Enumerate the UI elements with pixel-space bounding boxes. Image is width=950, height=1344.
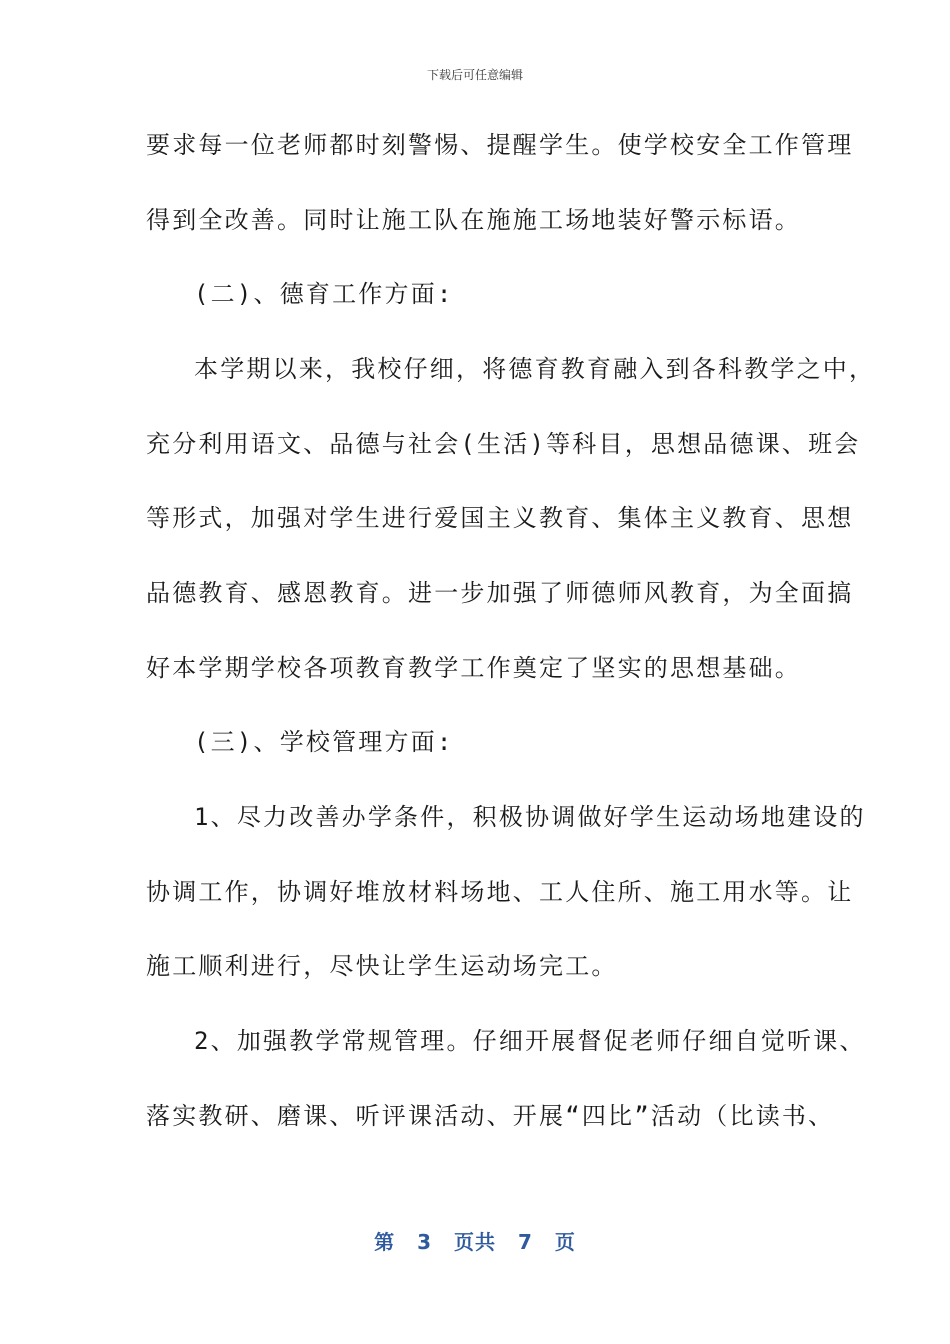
footer-label-ye-gong: 页共 [454,1230,496,1254]
text-line: 协调工作，协调好堆放材料场地、工人住所、施工用水等。让 [146,878,854,906]
text-line: 要求每一位老师都时刻警惕、提醒学生。使学校安全工作管理 [146,131,854,159]
text-line: 1、尽力改善办学条件，积极协调做好学生运动场地建设的 [194,803,866,831]
text-line: 2、加强教学常规管理。仔细开展督促老师仔细自觉听课、 [194,1027,866,1055]
text-line: 品德教育、感恩教育。进一步加强了师德师风教育，为全面搞 [146,579,854,607]
text-line: 落实教研、磨课、听评课活动、开展“四比”活动（比读书、 [146,1102,835,1130]
text-line: 得到全改善。同时让施工队在施施工场地装好警示标语。 [146,206,801,234]
header-note: 下载后可任意编辑 [426,68,523,82]
page-footer [0,1226,950,1255]
text-line: 本学期以来，我校仔细，将德育教育融入到各科教学之中， [194,355,876,383]
total-pages-number: 7 [518,1230,533,1254]
footer-label-ye: 页 [554,1230,576,1254]
text-line: 施工顺利进行，尽快让学生运动场完工。 [146,952,618,980]
section-heading: (二)、德育工作方面: [194,280,454,308]
current-page-number: 3 [417,1230,432,1254]
text-line: 等形式，加强对学生进行爱国主义教育、集体主义教育、思想 [146,504,854,532]
text-line: 充分利用语文、品德与社会(生活)等科目，思想品德课、班会 [146,430,861,458]
section-heading: (三)、学校管理方面: [194,728,454,756]
text-line: 好本学期学校各项教育教学工作奠定了坚实的思想基础。 [146,654,801,682]
footer-label-di: 第 [374,1230,396,1254]
